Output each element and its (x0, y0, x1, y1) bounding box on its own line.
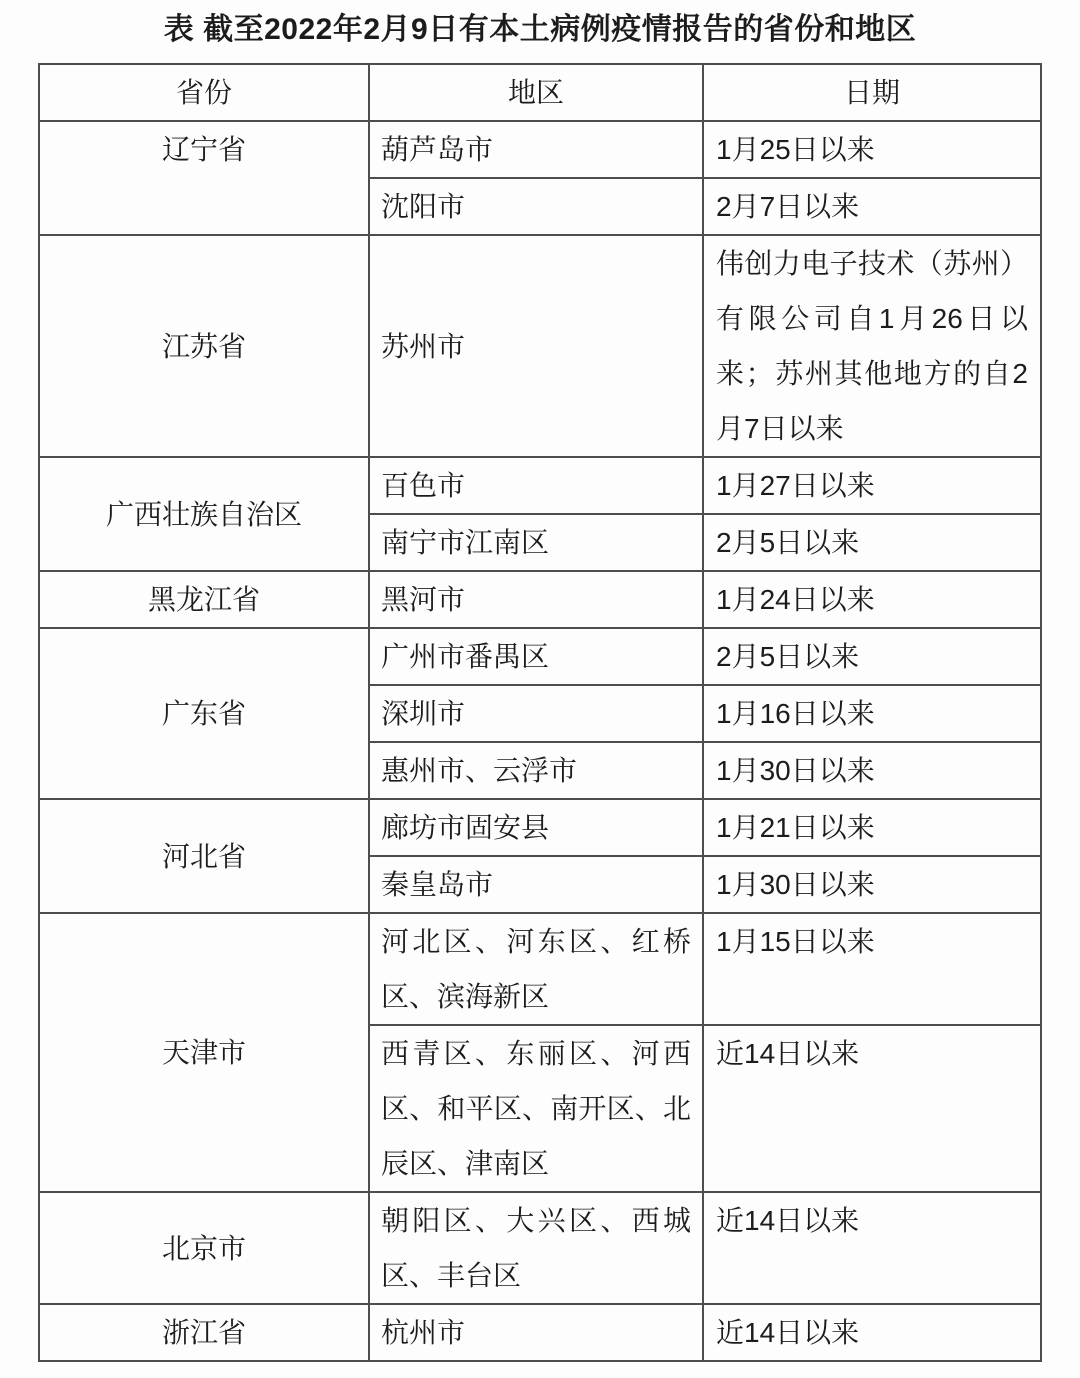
province-cell: 辽宁省 (39, 121, 369, 235)
table-row (39, 571, 1041, 628)
date-cell: 1月30日以来 (703, 856, 1041, 913)
date-cell: 1月30日以来 (703, 742, 1041, 799)
header-date: 日期 (703, 64, 1041, 121)
header-row (39, 64, 1041, 121)
region-cell: 广州市番禺区 (369, 628, 703, 685)
date-cell: 1月21日以来 (703, 799, 1041, 856)
table-row (39, 457, 1041, 514)
province-group (39, 1304, 1041, 1361)
region-cell: 沈阳市 (369, 178, 703, 235)
region-cell: 秦皇岛市 (369, 856, 703, 913)
province-group (39, 1192, 1041, 1304)
table-title: 表 截至2022年2月9日有本土病例疫情报告的省份和地区 (163, 13, 917, 46)
date-cell: 1月15日以来 (703, 913, 1041, 1025)
table-row (39, 913, 1041, 1025)
table-row (39, 235, 1041, 457)
date-cell: 1月16日以来 (703, 685, 1041, 742)
region-cell: 河北区、河东区、红桥区、滨海新区 (369, 913, 703, 1025)
region-cell: 黑河市 (369, 571, 703, 628)
province-cell: 黑龙江省 (39, 571, 369, 628)
date-cell: 近14日以来 (703, 1192, 1041, 1304)
province-group (39, 121, 1041, 235)
table-row (39, 628, 1041, 685)
date-cell: 1月27日以来 (703, 457, 1041, 514)
province-cell: 河北省 (39, 799, 369, 913)
province-cell: 广西壮族自治区 (39, 457, 369, 571)
table-row (39, 121, 1041, 178)
header-province: 省份 (39, 64, 369, 121)
table-row (39, 1304, 1041, 1361)
region-cell: 杭州市 (369, 1304, 703, 1361)
date-cell: 2月7日以来 (703, 178, 1041, 235)
header-region: 地区 (369, 64, 703, 121)
date-cell: 伟创力电子技术（苏州）有限公司自1月26日以来；苏州其他地方的自2月7日以来 (703, 235, 1041, 457)
date-cell: 1月24日以来 (703, 571, 1041, 628)
province-cell: 北京市 (39, 1192, 369, 1304)
province-cell: 江苏省 (39, 235, 369, 457)
region-cell: 廊坊市固安县 (369, 799, 703, 856)
region-cell: 苏州市 (369, 235, 703, 457)
date-cell: 2月5日以来 (703, 628, 1041, 685)
date-cell: 1月25日以来 (703, 121, 1041, 178)
table-row (39, 1192, 1041, 1304)
table-header (39, 64, 1041, 121)
province-cell: 广东省 (39, 628, 369, 799)
region-cell: 西青区、东丽区、河西区、和平区、南开区、北辰区、津南区 (369, 1025, 703, 1192)
province-group (39, 235, 1041, 457)
region-cell: 葫芦岛市 (369, 121, 703, 178)
province-group (39, 799, 1041, 913)
region-cell: 南宁市江南区 (369, 514, 703, 571)
province-cell: 浙江省 (39, 1304, 369, 1361)
date-cell: 近14日以来 (703, 1304, 1041, 1361)
province-group (39, 571, 1041, 628)
province-cell: 天津市 (39, 913, 369, 1192)
date-cell: 近14日以来 (703, 1025, 1041, 1192)
region-cell: 朝阳区、大兴区、西城区、丰台区 (369, 1192, 703, 1304)
region-cell: 百色市 (369, 457, 703, 514)
region-cell: 惠州市、云浮市 (369, 742, 703, 799)
region-cell: 深圳市 (369, 685, 703, 742)
province-group (39, 457, 1041, 571)
province-group (39, 913, 1041, 1192)
epidemic-report-table (38, 63, 1042, 1362)
table-row (39, 799, 1041, 856)
province-group (39, 628, 1041, 799)
date-cell: 2月5日以来 (703, 514, 1041, 571)
